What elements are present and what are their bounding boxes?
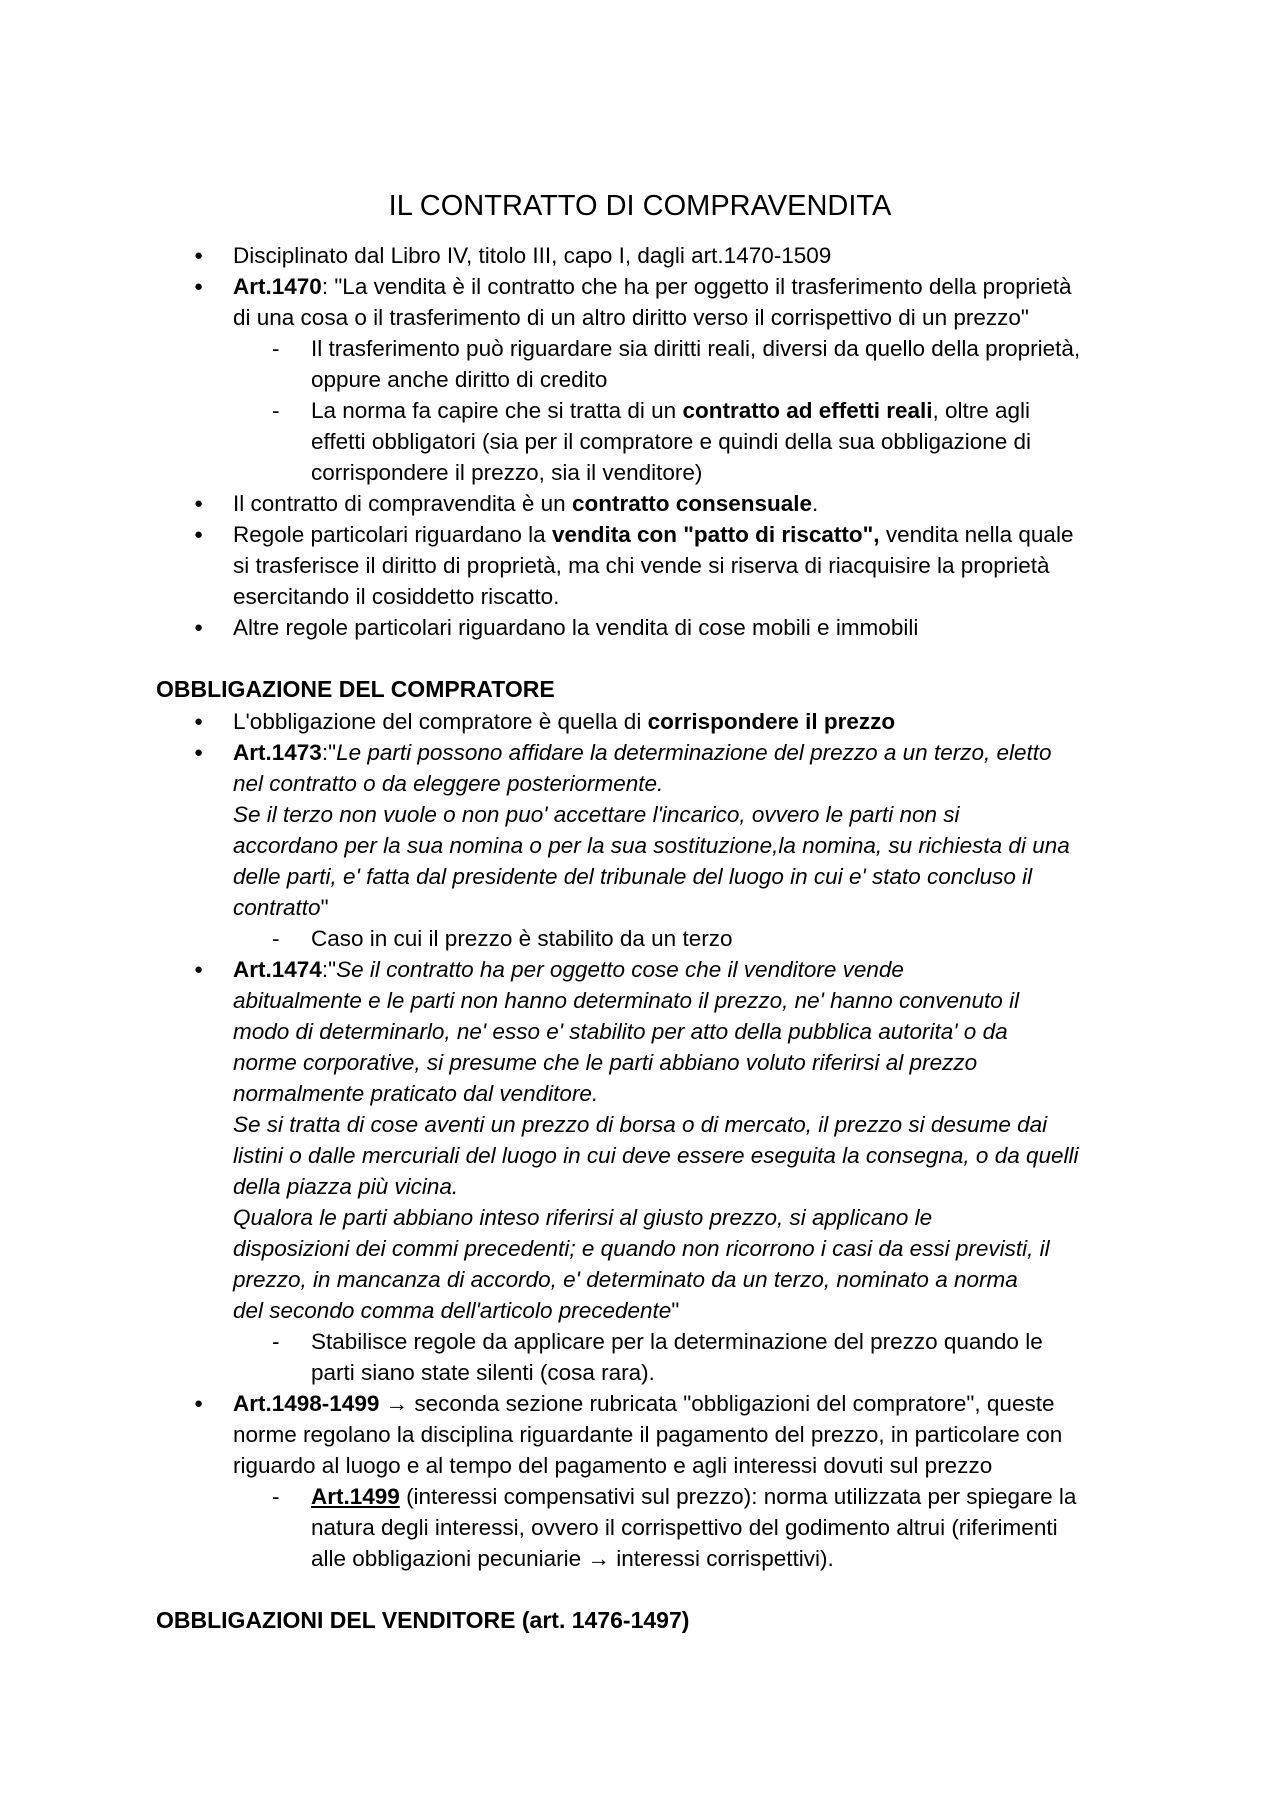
dash-marker: - [272,1484,280,1509]
list-item: Disciplinato dal Libro IV, titolo III, capo I, dagli art.1470-1509 [233,243,832,268]
sub-list-item: Caso in cui il prezzo è stabilito da un terzo [311,926,733,951]
list-item: Altre regole particolari riguardano la vendita di cose mobili e immobili [233,615,919,640]
list-item: Art.1470: "La vendita è il contratto che ha per oggetto il trasferimento della proprietà di una cosa o il trasferimento di un altro diritto verso il corrispettivo di un prezzo" [233,274,1072,330]
bullet-icon: ● [194,247,204,264]
bullet-icon: ● [194,278,204,295]
dash-marker: - [272,398,280,423]
dash-marker: - [272,926,280,951]
section-heading: OBBLIGAZIONI DEL VENDITORE (art. 1476-1497) [156,1607,690,1633]
bullet-icon: ● [194,713,204,730]
bullet-icon: ● [194,961,204,978]
sub-list-item: Il trasferimento può riguardare sia diritti reali, diversi da quello della proprietà, oppure anche diritto di credito [311,336,1081,392]
list-item: Regole particolari riguardano la vendita con "patto di riscatto", vendita nella quale si trasferisce il diritto di proprietà, ma chi vende si riserva di riacquisire la proprietà esercitando il cosiddetto riscatto. [233,522,1074,609]
dash-marker: - [272,1329,280,1354]
bullet-icon: ● [194,495,204,512]
section-heading: OBBLIGAZIONE DEL COMPRATORE [156,676,555,702]
list-item: Art.1474:"Se il contratto ha per oggetto cose che il venditore vende abitualmente e le parti non hanno determinato il prezzo, ne' hanno convenuto il modo di determinarlo, ne' esso e' stabilito per atto della pubblica autorita' o da norme corporative, si presume che le parti abbiano voluto riferirsi al prezzo normalmente praticato dal venditore. Se si tratta di cose aventi un prezzo di borsa o di mercato, il prezzo si desume dai listini o dalle mercuriali del luogo in cui deve essere eseguita la consegna, o da quelli della piazza più vicina. Qualora le parti abbiano inteso riferirsi al giusto prezzo, si applicano le disposizioni dei commi precedenti; e quando non ricorrono i casi da essi previsti, il prezzo, in mancanza di accordo, e' determinato da un terzo, nominato a norma del secondo comma dell'articolo precedente" [233,957,1079,1323]
list-item: Art.1473:"Le parti possono affidare la determinazione del prezzo a un terzo, eletto nel contratto o da eleggere posteriormente. Se il terzo non vuole o non puo' accettare l'incarico, ovvero le parti non si accordano per la sua nomina o per la sua sostituzione,la nomina, su richiesta di una delle parti, e' fatta dal presidente del tribunale del luogo in cui e' stato concluso il contratto" [233,740,1070,920]
article-link[interactable]: Art.1499 [311,1484,400,1509]
list-item: Il contratto di compravendita è un contratto consensuale. [233,491,819,516]
dash-marker: - [272,336,280,361]
list-item: L'obbligazione del compratore è quella di corrispondere il prezzo [233,709,896,734]
sub-list-item: Stabilisce regole da applicare per la determinazione del prezzo quando le parti siano state silenti (cosa rara). [311,1329,1043,1385]
sub-list-item: Art.1499 (interessi compensativi sul prezzo): norma utilizzata per spiegare la natura degli interessi, ovvero il corrispettivo del godimento altrui (riferimenti alle obbligazioni pecuniarie → interessi corrispettivi). [311,1484,1077,1571]
bullet-icon: ● [194,619,204,636]
bullet-icon: ● [194,744,204,761]
list-item: Art.1498-1499 → seconda sezione rubricata "obbligazioni del compratore", queste norme regolano la disciplina riguardante il pagamento del prezzo, in particolare con riguardo al luogo e al tempo del pagamento e agli interessi dovuti sul prezzo [233,1391,1063,1478]
bullet-icon: ● [194,1395,204,1412]
bullet-icon: ● [194,526,204,543]
sub-list-item: La norma fa capire che si tratta di un contratto ad effetti reali, oltre agli effetti obbligatori (sia per il compratore e quindi della sua obbligazione di corrispondere il prezzo, sia il venditore) [311,398,1032,485]
page-title: IL CONTRATTO DI COMPRAVENDITA [388,190,892,222]
